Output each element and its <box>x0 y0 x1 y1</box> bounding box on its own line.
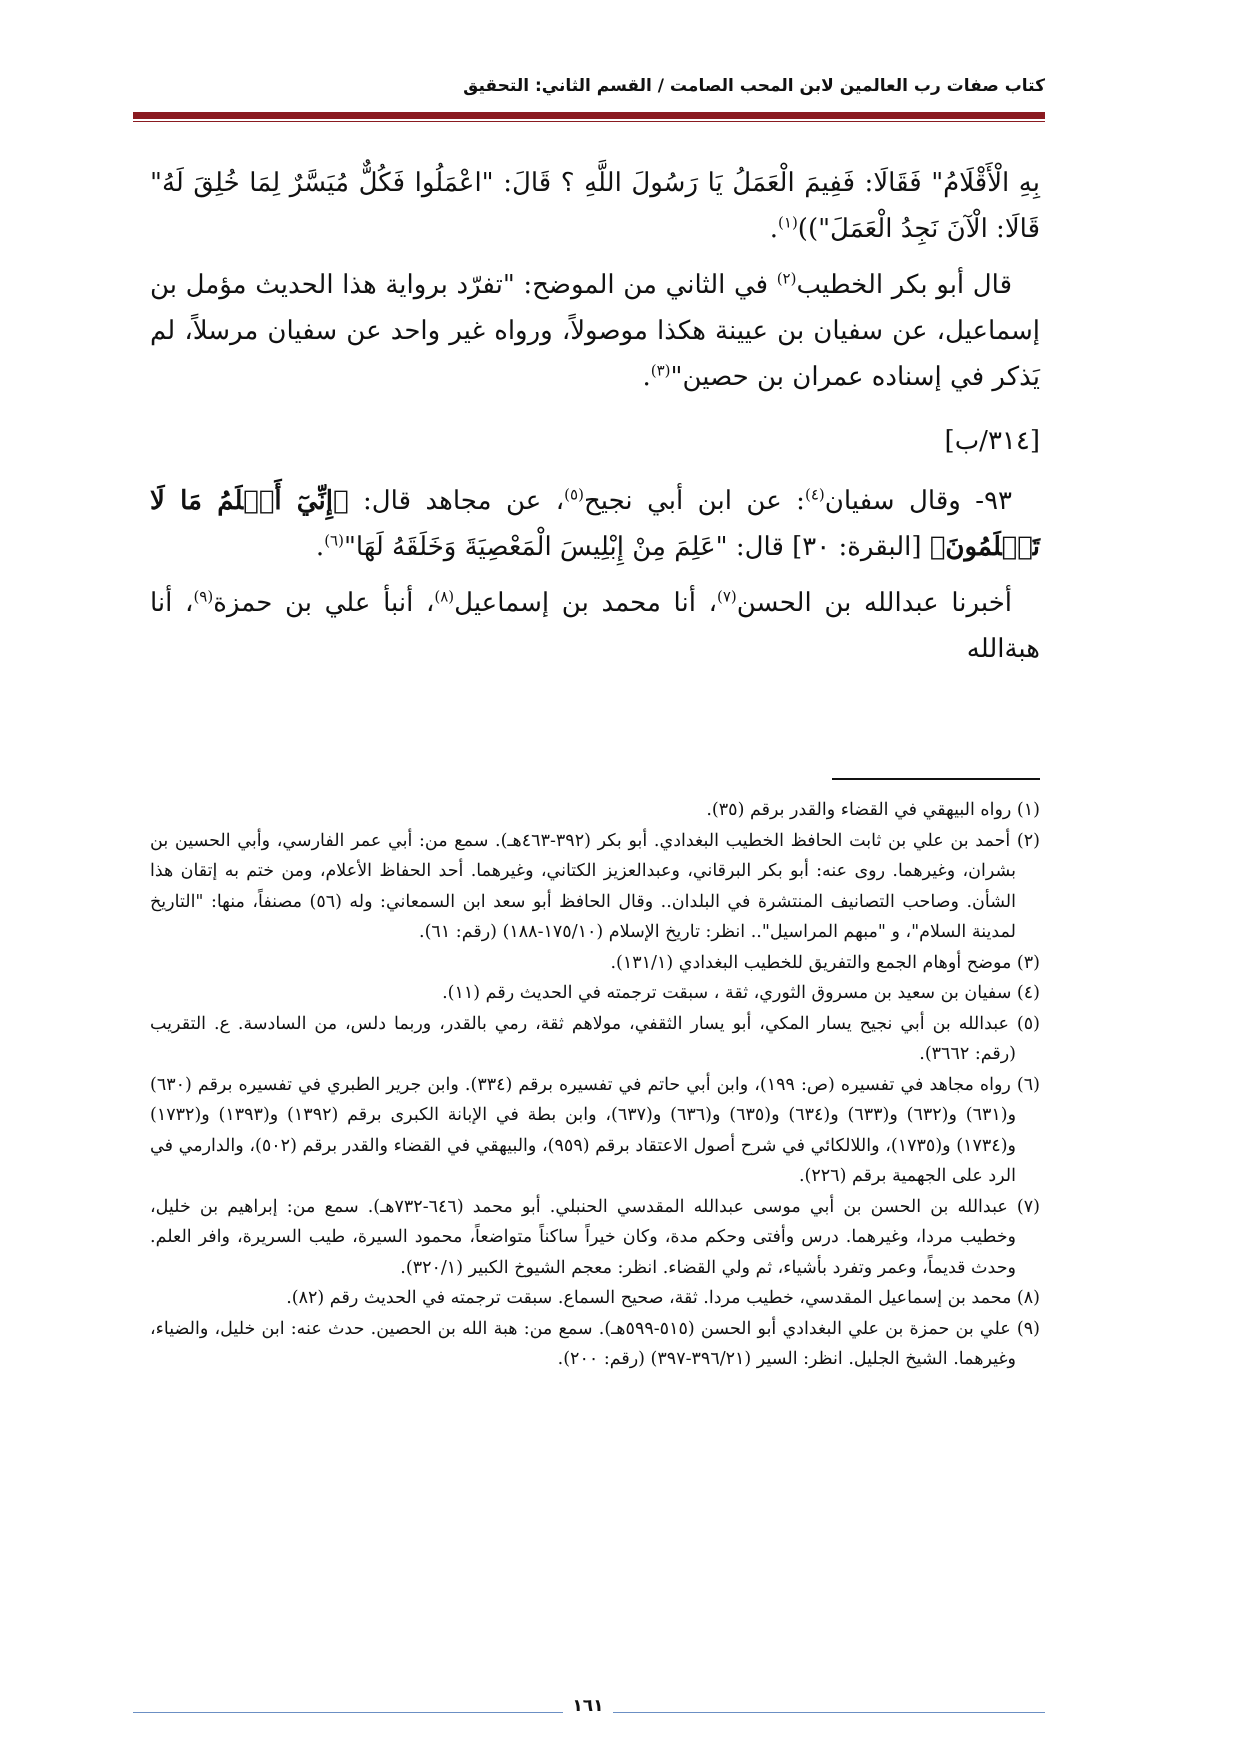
footer-rule-left <box>133 1712 563 1713</box>
footnote-ref[interactable]: (٦) <box>324 531 344 550</box>
footnote-ref[interactable]: (١) <box>778 213 798 232</box>
footnote-ref[interactable]: (٨) <box>434 587 455 606</box>
paragraph-4: أخبرنا عبدالله بن الحسن$^{(٧)}$، أنا محمد بن إسماعيل$^{(٨)}$، أنبأ علي بن حمزة$^{(٩)}$، أنا هبةالله <box>150 587 1040 664</box>
header-rule <box>133 112 1045 119</box>
footnote-9: (٩) علي بن حمزة بن علي البغدادي أبو الحسن (٥١٥-٥٩٩هـ). سمع من: هبة الله بن الحصين. حدث عنه: ابن خليل، والضياء، وغيرهما. الشيخ الجليل. انظر: السير (٣٩٦/٢١-٣٩٧) (رقم: ٢٠٠). <box>150 1318 1040 1369</box>
main-text <box>150 160 1040 682</box>
footnote-separator <box>832 778 1040 780</box>
footnote-6: (٦) رواه مجاهد في تفسيره (ص: ١٩٩)، وابن أبي حاتم في تفسيره برقم (٣٣٤). وابن جرير الطبري في تفسيره برقم (٦٣٠) و(٦٣١) و(٦٣٢) و(٦٣٣) و(٦٣٤) و(٦٣٥) و(٦٣٦) و(٦٣٧)، وابن بطة في الإبانة الكبرى برقم (١٣٩٢) و(١٣٩٣) و(١٧٣٢) و(١٧٣٤) و(١٧٣٥)، واللالكائي في شرح أصول الاعتقاد برقم (٩٥٩)، والبيهقي في القضاء والقدر برقم (٥٠٢)، والدارمي في الرد على الجهمية برقم (٢٢٦). <box>150 1074 1040 1186</box>
paragraph-2: قال أبو بكر الخطيب$^{(٢)}$ في الثاني من الموضح: "تفرّد برواية هذا الحديث مؤمل بن إسماعيل، عن سفيان بن عيينة هكذا موصولاً، ورواه غير واحد عن سفيان مرسلاً، لم يَذكر في إسناده عمران بن حصين"$^{(٣)}$. <box>150 269 1040 392</box>
footnote-ref[interactable]: (٣) <box>650 361 671 380</box>
footer-rule-right <box>613 1712 1045 1713</box>
paragraph-1: بِهِ الْأَقْلَامُ" فَقَالَا: فَفِيمَ الْعَمَلُ يَا رَسُولَ اللَّهِ ؟ قَالَ: "اعْمَلُوا فَكُلٌّ مُيَسَّرٌ لِمَا خُلِقَ لَهُ" قَالَا: الْآنَ نَجِدُ الْعَمَلَ"))$^{(١)}$. <box>150 168 1040 244</box>
footnote-4: (٤) سفيان بن سعيد بن مسروق الثوري، ثقة ، سبقت ترجمته في الحديث رقم (١١). <box>442 983 1040 1003</box>
folio-marker: [٣١٤/ب] <box>944 426 1040 456</box>
footnote-8: (٨) محمد بن إسماعيل المقدسي، خطيب مردا. ثقة، صحيح السماع. سبقت ترجمته في الحديث رقم (٨٢). <box>286 1288 1040 1308</box>
page-number: ١٦١ <box>572 1696 604 1716</box>
footnote-5: (٥) عبدالله بن أبي نجيح يسار المكي، أبو يسار الثقفي، مولاهم ثقة، رمي بالقدر، وربما دلس، من السادسة. ع. التقريب (رقم: ٣٦٦٢). <box>150 1013 1040 1064</box>
running-header: كتاب صفات رب العالمين لابن المحب الصامت / القسم الثاني: التحقيق <box>463 76 1045 96</box>
header-rule-thin <box>133 121 1045 122</box>
footnote-3: (٣) موضح أوهام الجمع والتفريق للخطيب البغدادي (١٣١/١). <box>610 952 1040 973</box>
paragraph-3: ٩٣- وقال سفيان$^{(٤)}$: عن ابن أبي نجيح$^{(٥)}$، عن مجاهد قال: ﴿إِنِّيٓ أَعۡلَمُ مَا لَا تَعۡلَمُونَ﴾ [البقرة: ٣٠] قال: "عَلِمَ مِنْ إِبْلِيسَ الْمَعْصِيَةَ وَخَلَقَهُ لَهَا"$^{(٦)}$. <box>150 485 1040 562</box>
footnote-ref[interactable]: (٩) <box>193 587 214 606</box>
quran-verse: ﴿إِنِّيٓ أَعۡلَمُ مَا لَا تَعۡلَمُونَ﴾ <box>150 486 1040 562</box>
footnote-ref[interactable]: (٤) <box>804 485 825 504</box>
footnote-7: (٧) عبدالله بن الحسن بن أبي موسى عبدالله المقدسي الحنبلي. أبو محمد (٦٤٦-٧٣٢هـ). سمع من: إبراهيم بن خليل، وخطيب مردا، وغيرهما. درس وأفتى وحكم مدة، وكان خيراً ساكناً متواضعاً، محمود السيرة، طيب السريرة، وافر العلم. وحدث قديماً، وعمر وتفرد بأشياء، ثم ولي القضاء. انظر: معجم الشيوخ الكبير (٣٢٠/١). <box>150 1196 1040 1278</box>
footnote-1: (١) رواه البيهقي في القضاء والقدر برقم (٣٥). <box>706 800 1040 820</box>
footnote-ref[interactable]: (٧) <box>716 587 737 606</box>
footnote-ref[interactable]: (٢) <box>776 269 797 288</box>
footnote-ref[interactable]: (٥) <box>564 485 584 504</box>
footnotes <box>150 795 1040 1375</box>
footnote-2: (٢) أحمد بن علي بن ثابت الحافظ الخطيب البغدادي. أبو بكر (٣٩٢-٤٦٣هـ). سمع من: أبي عمر الفارسي، وأبي الحسين بن بشران، وغيرهما. روى عنه: أبو بكر البرقاني، وعبدالعزيز الكتاني، وغيرهما. أحد الحفاظ الأعلام، ومن ختم به إتقان هذا الشأن. وصاحب التصانيف المنتشرة في البلدان.. وقال الحافظ أبو سعد ابن السمعاني: وله (٥٦) مصنفاً، منها: "التاريخ لمدينة السلام"، و "مبهم المراسيل".. انظر: تاريخ الإسلام (١٧٥/١٠-١٨٨) (رقم: ٦١). <box>150 830 1040 942</box>
